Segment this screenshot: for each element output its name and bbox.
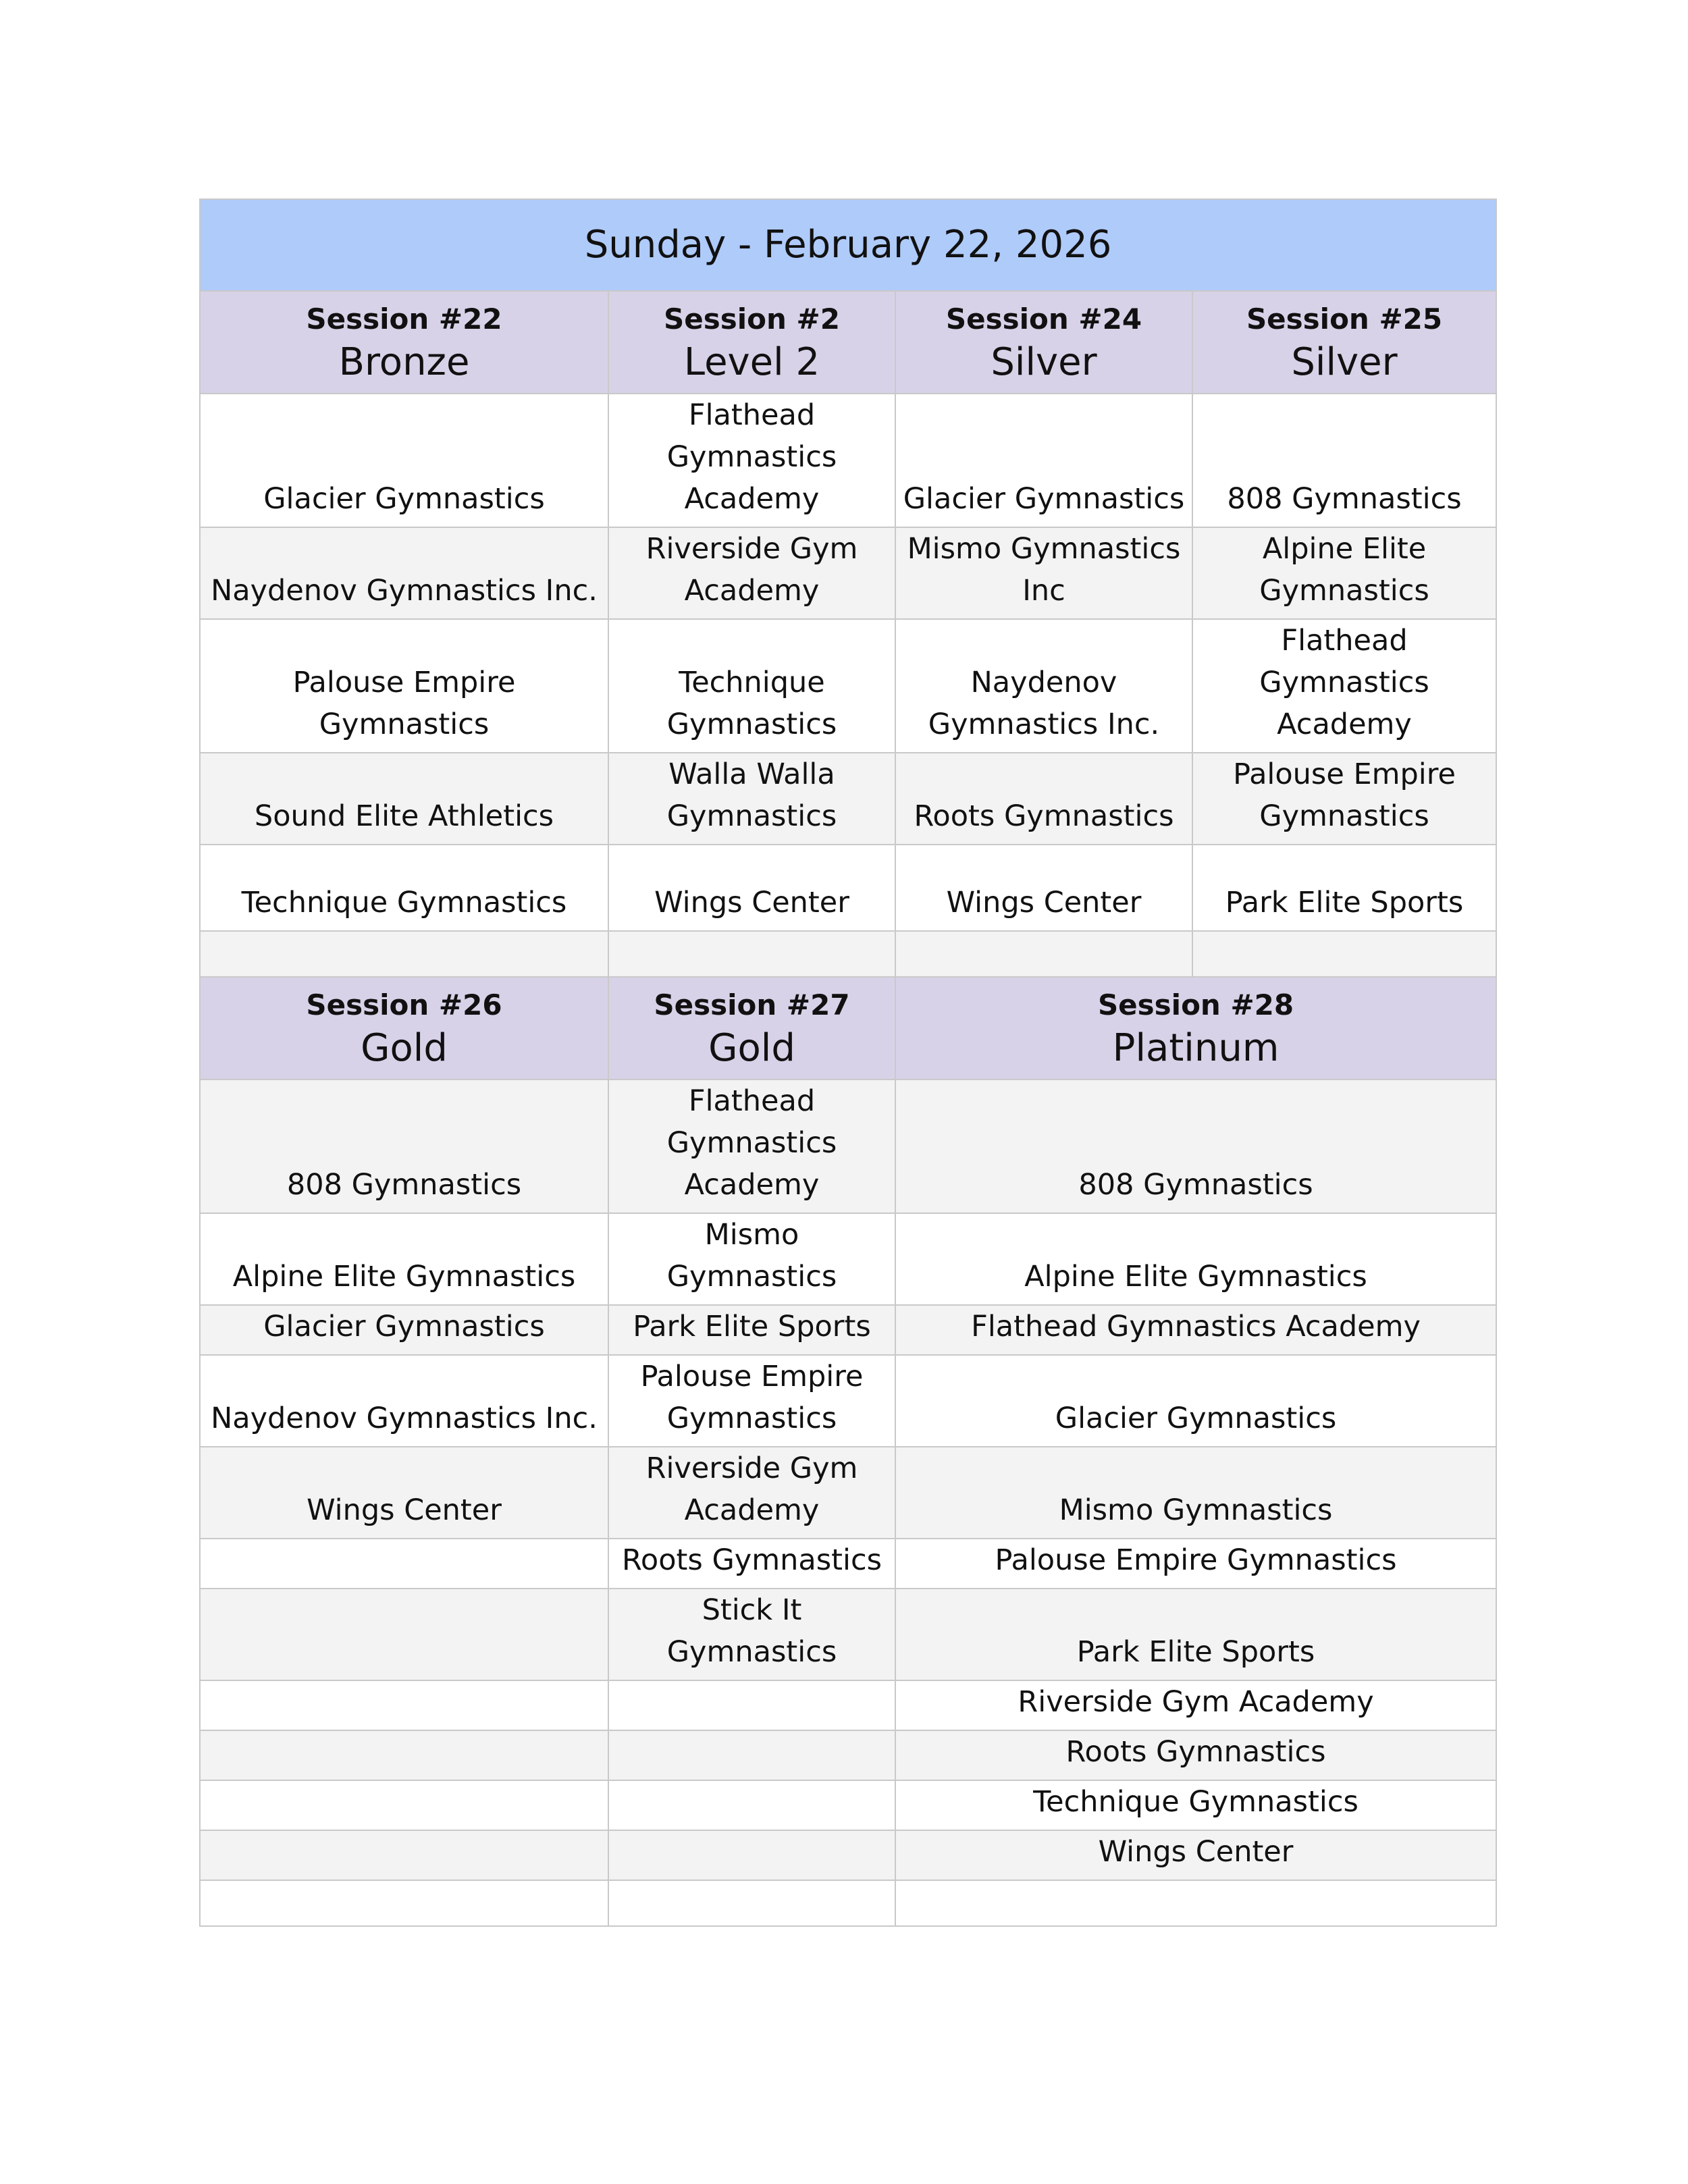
gym-cell: Riverside Gym Academy <box>608 1447 895 1539</box>
gym-cell: Park Elite Sports <box>1192 845 1496 931</box>
table-row <box>200 527 1496 619</box>
table-row <box>200 931 1496 977</box>
gym-cell: 808 Gymnastics <box>895 1080 1496 1213</box>
session-level: Platinum <box>1112 1026 1280 1070</box>
session-number: Session #26 <box>306 988 502 1021</box>
gym-cell: Palouse Empire Gymnastics <box>895 1539 1496 1589</box>
empty-cell <box>895 1880 1496 1926</box>
gym-cell: Walla Walla Gymnastics <box>608 753 895 845</box>
gym-cell: 808 Gymnastics <box>200 1080 608 1213</box>
schedule-table <box>199 198 1497 1927</box>
empty-cell <box>895 931 1192 977</box>
session-level: Bronze <box>338 340 470 384</box>
table-row <box>200 1213 1496 1305</box>
gym-cell: Wings Center <box>608 845 895 931</box>
gym-cell: Technique Gymnastics <box>200 845 608 931</box>
table-row <box>200 1539 1496 1589</box>
empty-cell <box>608 931 895 977</box>
gym-cell <box>200 1539 608 1589</box>
session-number: Session #28 <box>1097 988 1294 1021</box>
table-row <box>200 753 1496 845</box>
session-number: Session #27 <box>654 988 850 1021</box>
session-level: Gold <box>361 1026 448 1070</box>
empty-cell <box>200 931 608 977</box>
gym-cell: Roots Gymnastics <box>895 1730 1496 1780</box>
session-number: Session #22 <box>306 302 502 336</box>
page-title: Sunday - February 22, 2026 <box>200 199 1496 291</box>
gym-cell: Glacier Gymnastics <box>895 1355 1496 1447</box>
table-row <box>200 1780 1496 1830</box>
gym-cell: 808 Gymnastics <box>1192 394 1496 527</box>
table-row <box>200 1830 1496 1880</box>
gym-cell <box>608 1680 895 1730</box>
gym-cell <box>200 1680 608 1730</box>
gym-cell: Flathead Gymnastics Academy <box>895 1305 1496 1355</box>
table-row <box>200 1730 1496 1780</box>
session-level: Silver <box>991 340 1097 384</box>
gym-cell: Palouse Empire Gymnastics <box>1192 753 1496 845</box>
table-row <box>200 1589 1496 1680</box>
gym-cell: Roots Gymnastics <box>608 1539 895 1589</box>
gym-cell <box>608 1830 895 1880</box>
gym-cell: Roots Gymnastics <box>895 753 1192 845</box>
table-row <box>200 1680 1496 1730</box>
gym-cell: Stick It Gymnastics <box>608 1589 895 1680</box>
gym-cell <box>200 1730 608 1780</box>
gym-cell <box>608 1730 895 1780</box>
gym-cell: Glacier Gymnastics <box>200 1305 608 1355</box>
session-number: Session #24 <box>945 302 1142 336</box>
gym-cell: Park Elite Sports <box>608 1305 895 1355</box>
session-header <box>895 291 1192 394</box>
table-row <box>200 1447 1496 1539</box>
session-number: Session #2 <box>664 302 840 336</box>
table-row <box>200 1305 1496 1355</box>
session-header <box>200 291 608 394</box>
session-header <box>1192 291 1496 394</box>
gym-cell: Riverside Gym Academy <box>895 1680 1496 1730</box>
session-level: Level 2 <box>683 340 820 384</box>
gym-cell: Technique Gymnastics <box>895 1780 1496 1830</box>
session-header <box>608 977 895 1080</box>
gym-cell <box>200 1780 608 1830</box>
gym-cell: Flathead Gymnastics Academy <box>608 394 895 527</box>
gym-cell: Mismo Gymnastics Inc <box>895 527 1192 619</box>
table-row <box>200 1355 1496 1447</box>
gym-cell: Alpine Elite Gymnastics <box>895 1213 1496 1305</box>
session-number: Session #25 <box>1246 302 1443 336</box>
empty-cell <box>200 1880 608 1926</box>
gym-cell: Wings Center <box>895 845 1192 931</box>
empty-cell <box>608 1880 895 1926</box>
gym-cell: Wings Center <box>895 1830 1496 1880</box>
gym-cell: Glacier Gymnastics <box>895 394 1192 527</box>
session-level: Gold <box>708 1026 795 1070</box>
gym-cell: Sound Elite Athletics <box>200 753 608 845</box>
session-header <box>608 291 895 394</box>
session-header <box>200 977 608 1080</box>
empty-cell <box>1192 931 1496 977</box>
gym-cell: Naydenov Gymnastics Inc. <box>895 619 1192 753</box>
gym-cell: Mismo Gymnastics <box>895 1447 1496 1539</box>
gym-cell: Mismo Gymnastics <box>608 1213 895 1305</box>
gym-cell: Alpine Elite Gymnastics <box>1192 527 1496 619</box>
table-row <box>200 1880 1496 1926</box>
table-row <box>200 394 1496 527</box>
gym-cell: Palouse Empire Gymnastics <box>200 619 608 753</box>
gym-cell <box>608 1780 895 1830</box>
table-row <box>200 619 1496 753</box>
session-header <box>895 977 1496 1080</box>
gym-cell: Flathead Gymnastics Academy <box>608 1080 895 1213</box>
gym-cell: Technique Gymnastics <box>608 619 895 753</box>
gym-cell: Naydenov Gymnastics Inc. <box>200 1355 608 1447</box>
gym-cell <box>200 1830 608 1880</box>
table-row <box>200 1080 1496 1213</box>
gym-cell: Glacier Gymnastics <box>200 394 608 527</box>
gym-cell: Park Elite Sports <box>895 1589 1496 1680</box>
session-level: Silver <box>1291 340 1398 384</box>
gym-cell: Riverside Gym Academy <box>608 527 895 619</box>
gym-cell: Alpine Elite Gymnastics <box>200 1213 608 1305</box>
gym-cell: Flathead Gymnastics Academy <box>1192 619 1496 753</box>
gym-cell: Naydenov Gymnastics Inc. <box>200 527 608 619</box>
gym-cell: Wings Center <box>200 1447 608 1539</box>
table-row <box>200 845 1496 931</box>
gym-cell <box>200 1589 608 1680</box>
gym-cell: Palouse Empire Gymnastics <box>608 1355 895 1447</box>
